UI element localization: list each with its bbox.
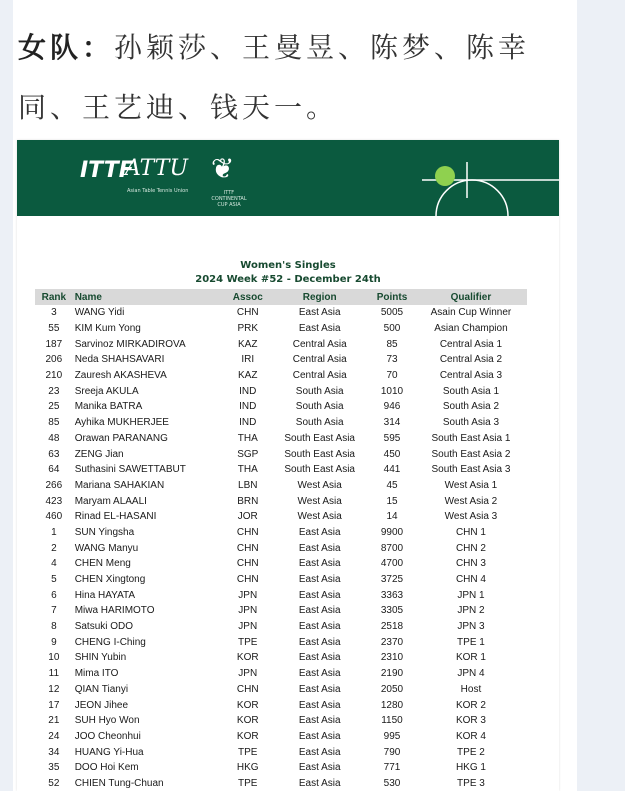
cell-rank: 2 [51, 542, 57, 554]
cell-assoc: IND [239, 417, 257, 429]
cell-assoc: JPN [238, 589, 258, 601]
cell-rank: 17 [48, 699, 60, 711]
cell-region: East Asia [298, 589, 341, 601]
cell-name: SUN Yingsha [74, 526, 135, 538]
header-region: Region [270, 289, 369, 305]
table-row [35, 713, 527, 729]
cell-points: 5005 [380, 307, 404, 319]
cell-name: Sarvinoz MIRKADIROVA [74, 338, 186, 350]
table-row [35, 572, 527, 588]
cell-points: 946 [383, 401, 401, 413]
cell-qualifier: South Asia 3 [442, 417, 500, 429]
cell-qualifier: JPN 4 [457, 668, 485, 680]
cell-rank: 34 [48, 746, 60, 758]
cell-rank: 11 [48, 668, 60, 680]
table-row [35, 415, 527, 431]
table-row [35, 478, 527, 494]
cell-qualifier: South Asia 1 [442, 385, 500, 397]
cell-qualifier: South East Asia 3 [431, 464, 511, 476]
cell-qualifier: West Asia 2 [444, 495, 498, 507]
cell-points: 2518 [380, 621, 404, 633]
cell-rank: 48 [48, 432, 60, 444]
cell-rank: 63 [48, 448, 60, 460]
cell-qualifier: West Asia 1 [444, 479, 498, 491]
cell-rank: 12 [48, 683, 60, 695]
cell-name: CHIEN Tung-Chuan [74, 777, 164, 789]
cell-points: 995 [383, 730, 401, 742]
cell-points: 3305 [380, 605, 404, 617]
attu-subtitle: Asian Table Tennis Union [127, 188, 189, 194]
banner [17, 140, 559, 216]
cell-points: 85 [386, 338, 398, 350]
cell-points: 70 [386, 370, 398, 382]
cell-qualifier: West Asia 3 [444, 511, 498, 523]
cell-qualifier: CHN 2 [455, 542, 486, 554]
table-row [35, 666, 527, 682]
cell-qualifier: Asian Champion [434, 323, 508, 335]
cell-rank: 55 [48, 323, 60, 335]
cell-assoc: CHN [236, 307, 259, 319]
cell-region: South Asia [295, 385, 344, 397]
cell-rank: 10 [48, 652, 60, 664]
cell-region: South Asia [295, 401, 344, 413]
cell-assoc: CHN [236, 574, 259, 586]
cell-name: Orawan PARANANG [74, 432, 168, 444]
cell-region: East Asia [298, 652, 341, 664]
cell-name: ZENG Jian [74, 448, 124, 460]
table-row [35, 305, 527, 321]
rankings-table [35, 289, 527, 791]
cell-rank: 4 [51, 558, 57, 570]
cell-rank: 8 [51, 621, 57, 633]
cell-assoc: THA [237, 432, 258, 444]
cell-rank: 187 [45, 338, 63, 350]
table-row [35, 776, 527, 791]
cell-points: 14 [386, 511, 398, 523]
cell-assoc: JOR [237, 511, 258, 523]
cell-assoc: TPE [238, 746, 258, 758]
cell-rank: 7 [51, 605, 57, 617]
cell-points: 2310 [380, 652, 404, 664]
cell-region: East Asia [298, 730, 341, 742]
cell-region: East Asia [298, 777, 341, 789]
cell-name: CHEN Meng [74, 558, 131, 570]
cell-name: Miwa HARIMOTO [74, 605, 155, 617]
cell-region: East Asia [298, 574, 341, 586]
cell-name: WANG Manyu [74, 542, 139, 554]
cell-assoc: TPE [238, 636, 258, 648]
table-row [35, 383, 527, 399]
cup-subtitle: ITTF CONTINENTAL CUP ASIA [211, 190, 247, 208]
cell-assoc: KAZ [238, 370, 258, 382]
cell-points: 1010 [380, 385, 404, 397]
cell-name: Satsuki ODO [74, 621, 134, 633]
cell-region: East Asia [298, 746, 341, 758]
cell-rank: 64 [48, 464, 60, 476]
cell-assoc: KAZ [238, 338, 258, 350]
cell-qualifier: Central Asia 1 [439, 338, 503, 350]
cell-rank: 85 [48, 417, 60, 429]
cell-qualifier: HKG 1 [455, 762, 486, 774]
cell-name: WANG Yidi [74, 307, 125, 319]
cell-qualifier: South Asia 2 [442, 401, 500, 413]
cell-assoc: KOR [236, 652, 259, 664]
header-assoc: Assoc [225, 289, 270, 305]
caption-line1: 孙颖莎、王曼昱、陈梦、陈幸 [114, 31, 531, 64]
cell-assoc: THA [237, 464, 258, 476]
cell-name: Mima ITO [74, 668, 119, 680]
caption-label: 女队： [18, 31, 115, 64]
table-row [35, 493, 527, 509]
cell-rank: 3 [51, 307, 57, 319]
table-row [35, 321, 527, 337]
cell-assoc: CHN [236, 683, 259, 695]
cell-region: East Asia [298, 542, 341, 554]
cell-assoc: KOR [236, 730, 259, 742]
cell-name: Maryam ALAALI [74, 495, 147, 507]
cell-name: SUH Hyo Won [74, 715, 140, 727]
cell-points: 4700 [380, 558, 404, 570]
header-qualifier: Qualifier [415, 289, 527, 305]
cell-name: CHEN Xingtong [74, 574, 146, 586]
ball-graphic-icon [412, 140, 559, 216]
cell-assoc: CHN [236, 558, 259, 570]
header-name: Name [73, 289, 226, 305]
table-row [35, 556, 527, 572]
table-row [35, 682, 527, 698]
cell-points: 314 [383, 417, 401, 429]
cell-name: Ayhika MUKHERJEE [74, 417, 169, 429]
cell-qualifier: CHN 4 [455, 574, 486, 586]
right-margin [577, 0, 625, 791]
ranking-image[interactable] [17, 140, 559, 791]
table-row [35, 619, 527, 635]
attu-logo: ATTU [125, 156, 188, 181]
table-header-row [35, 289, 527, 305]
cell-qualifier: JPN 3 [457, 621, 485, 633]
cell-assoc: SGP [237, 448, 259, 460]
cell-points: 1150 [381, 715, 403, 727]
cell-assoc: IND [239, 401, 257, 413]
cell-name: DOO Hoi Kem [74, 762, 139, 774]
cell-assoc: JPN [238, 621, 258, 633]
cell-region: West Asia [297, 511, 342, 523]
table-row [35, 744, 527, 760]
cell-region: Central Asia [292, 338, 347, 350]
cell-name: KIM Kum Yong [74, 323, 141, 335]
cell-points: 500 [383, 323, 401, 335]
table-row [35, 431, 527, 447]
cell-name: Manika BATRA [74, 401, 143, 413]
cell-assoc: KOR [236, 699, 259, 711]
cell-name: QIAN Tianyi [74, 683, 129, 695]
cell-qualifier: Host [460, 683, 482, 695]
caption-line2: 同、王艺迪、钱天一。 [18, 91, 339, 124]
cell-rank: 206 [45, 354, 63, 366]
cell-rank: 210 [45, 370, 63, 382]
cell-assoc: KOR [236, 715, 259, 727]
header-rank: Rank [35, 289, 73, 305]
cell-name: SHIN Yubin [74, 652, 127, 664]
cell-assoc: PRK [237, 323, 259, 335]
cell-region: East Asia [298, 307, 341, 319]
cell-points: 2050 [380, 683, 404, 695]
cell-region: West Asia [297, 495, 342, 507]
cell-qualifier: Asain Cup Winner [430, 307, 512, 319]
cell-name: Mariana SAHAKIAN [74, 479, 165, 491]
cell-name: HUANG Yi-Hua [74, 746, 144, 758]
cell-region: East Asia [298, 605, 341, 617]
cell-rank: 9 [51, 636, 57, 648]
cell-assoc: TPE [238, 777, 258, 789]
cell-points: 15 [386, 495, 398, 507]
cell-rank: 52 [48, 777, 60, 789]
table-row [35, 525, 527, 541]
cell-points: 9900 [380, 526, 404, 538]
cell-qualifier: CHN 1 [455, 526, 486, 538]
cell-points: 3363 [380, 589, 404, 601]
cell-qualifier: KOR 4 [455, 730, 486, 742]
cell-rank: 23 [48, 385, 60, 397]
cell-qualifier: Central Asia 2 [439, 354, 503, 366]
table-row [35, 587, 527, 603]
cell-region: East Asia [298, 762, 341, 774]
cell-assoc: IRI [241, 354, 255, 366]
cell-qualifier: JPN 2 [457, 605, 485, 617]
cell-name: Neda SHAHSAVARI [74, 354, 165, 366]
cell-qualifier: South East Asia 2 [431, 448, 511, 460]
cell-name: Sreeja AKULA [74, 385, 139, 397]
cell-region: East Asia [298, 683, 341, 695]
cell-qualifier: KOR 1 [455, 652, 486, 664]
cell-qualifier: South East Asia 1 [431, 432, 511, 444]
table-row [35, 540, 527, 556]
cell-assoc: JPN [238, 605, 258, 617]
table-row [35, 650, 527, 666]
cell-region: East Asia [298, 323, 341, 335]
cell-region: East Asia [298, 526, 341, 538]
cell-name: Suthasini SAWETTABUT [74, 464, 186, 476]
cell-points: 45 [386, 479, 398, 491]
cell-region: South East Asia [284, 432, 355, 444]
cell-qualifier: KOR 3 [455, 715, 486, 727]
table-row [35, 352, 527, 368]
cell-points: 1280 [380, 699, 404, 711]
cell-rank: 423 [45, 495, 63, 507]
cell-points: 450 [383, 448, 401, 460]
table-row [35, 729, 527, 745]
cell-region: East Asia [298, 715, 341, 727]
cell-rank: 5 [51, 574, 57, 586]
table-row [35, 760, 527, 776]
cell-points: 771 [383, 762, 401, 774]
cell-assoc: LBN [238, 479, 258, 491]
table-row [35, 336, 527, 352]
cell-rank: 35 [48, 762, 60, 774]
cell-rank: 460 [45, 511, 63, 523]
cell-name: JEON Jihee [74, 699, 129, 711]
cell-points: 441 [383, 464, 401, 476]
table-subtitle: 2024 Week #52 - December 24th [195, 274, 381, 285]
cell-points: 3725 [380, 574, 404, 586]
cell-qualifier: TPE 1 [457, 636, 485, 648]
cell-region: East Asia [298, 621, 341, 633]
cell-points: 595 [383, 432, 401, 444]
cell-assoc: CHN [236, 526, 259, 538]
table-row [35, 697, 527, 713]
ittf-logo: ITTF [80, 158, 134, 183]
cup-logo-icon: ❦ [211, 152, 235, 185]
table-row [35, 509, 527, 525]
table-row [35, 446, 527, 462]
cell-region: East Asia [298, 668, 341, 680]
cell-name: CHENG I-Ching [74, 636, 146, 648]
cell-qualifier: TPE 2 [457, 746, 485, 758]
cell-rank: 1 [51, 526, 57, 538]
table-body [35, 305, 527, 791]
post-caption [18, 18, 563, 138]
cell-assoc: CHN [236, 542, 259, 554]
cell-region: East Asia [298, 558, 341, 570]
cell-name: Hina HAYATA [74, 589, 136, 601]
cell-region: West Asia [297, 479, 342, 491]
left-margin [0, 0, 13, 791]
cell-name: Rinad EL-HASANI [74, 511, 157, 523]
table-row [35, 634, 527, 650]
table-row [35, 462, 527, 478]
cell-name: Zauresh AKASHEVA [74, 370, 167, 382]
cell-rank: 6 [51, 589, 57, 601]
cell-region: South Asia [295, 417, 344, 429]
cell-rank: 21 [48, 715, 60, 727]
table-title: Women's Singles [240, 260, 336, 271]
cell-region: Central Asia [292, 354, 347, 366]
cell-assoc: IND [239, 385, 257, 397]
cell-qualifier: CHN 3 [455, 558, 486, 570]
cell-points: 790 [383, 746, 401, 758]
cell-points: 530 [383, 777, 401, 789]
cell-name: JOO Cheonhui [74, 730, 141, 742]
cell-region: East Asia [298, 699, 341, 711]
cell-region: East Asia [298, 636, 341, 648]
cell-points: 73 [386, 354, 398, 366]
cell-rank: 266 [45, 479, 63, 491]
cell-region: South East Asia [284, 448, 355, 460]
header-points: Points [369, 289, 415, 305]
cell-region: Central Asia [292, 370, 347, 382]
table-row [35, 368, 527, 384]
cell-assoc: BRN [237, 495, 259, 507]
cell-points: 8700 [380, 542, 404, 554]
cell-qualifier: Central Asia 3 [439, 370, 503, 382]
cell-assoc: JPN [238, 668, 258, 680]
table-row [35, 399, 527, 415]
cell-rank: 24 [48, 730, 60, 742]
cell-region: South East Asia [284, 464, 355, 476]
cell-rank: 25 [48, 401, 60, 413]
cell-qualifier: TPE 3 [457, 777, 485, 789]
cell-qualifier: KOR 2 [455, 699, 486, 711]
cell-qualifier: JPN 1 [457, 589, 485, 601]
cell-assoc: HKG [236, 762, 259, 774]
table-row [35, 603, 527, 619]
cell-points: 2370 [380, 636, 404, 648]
cell-points: 2190 [380, 668, 404, 680]
